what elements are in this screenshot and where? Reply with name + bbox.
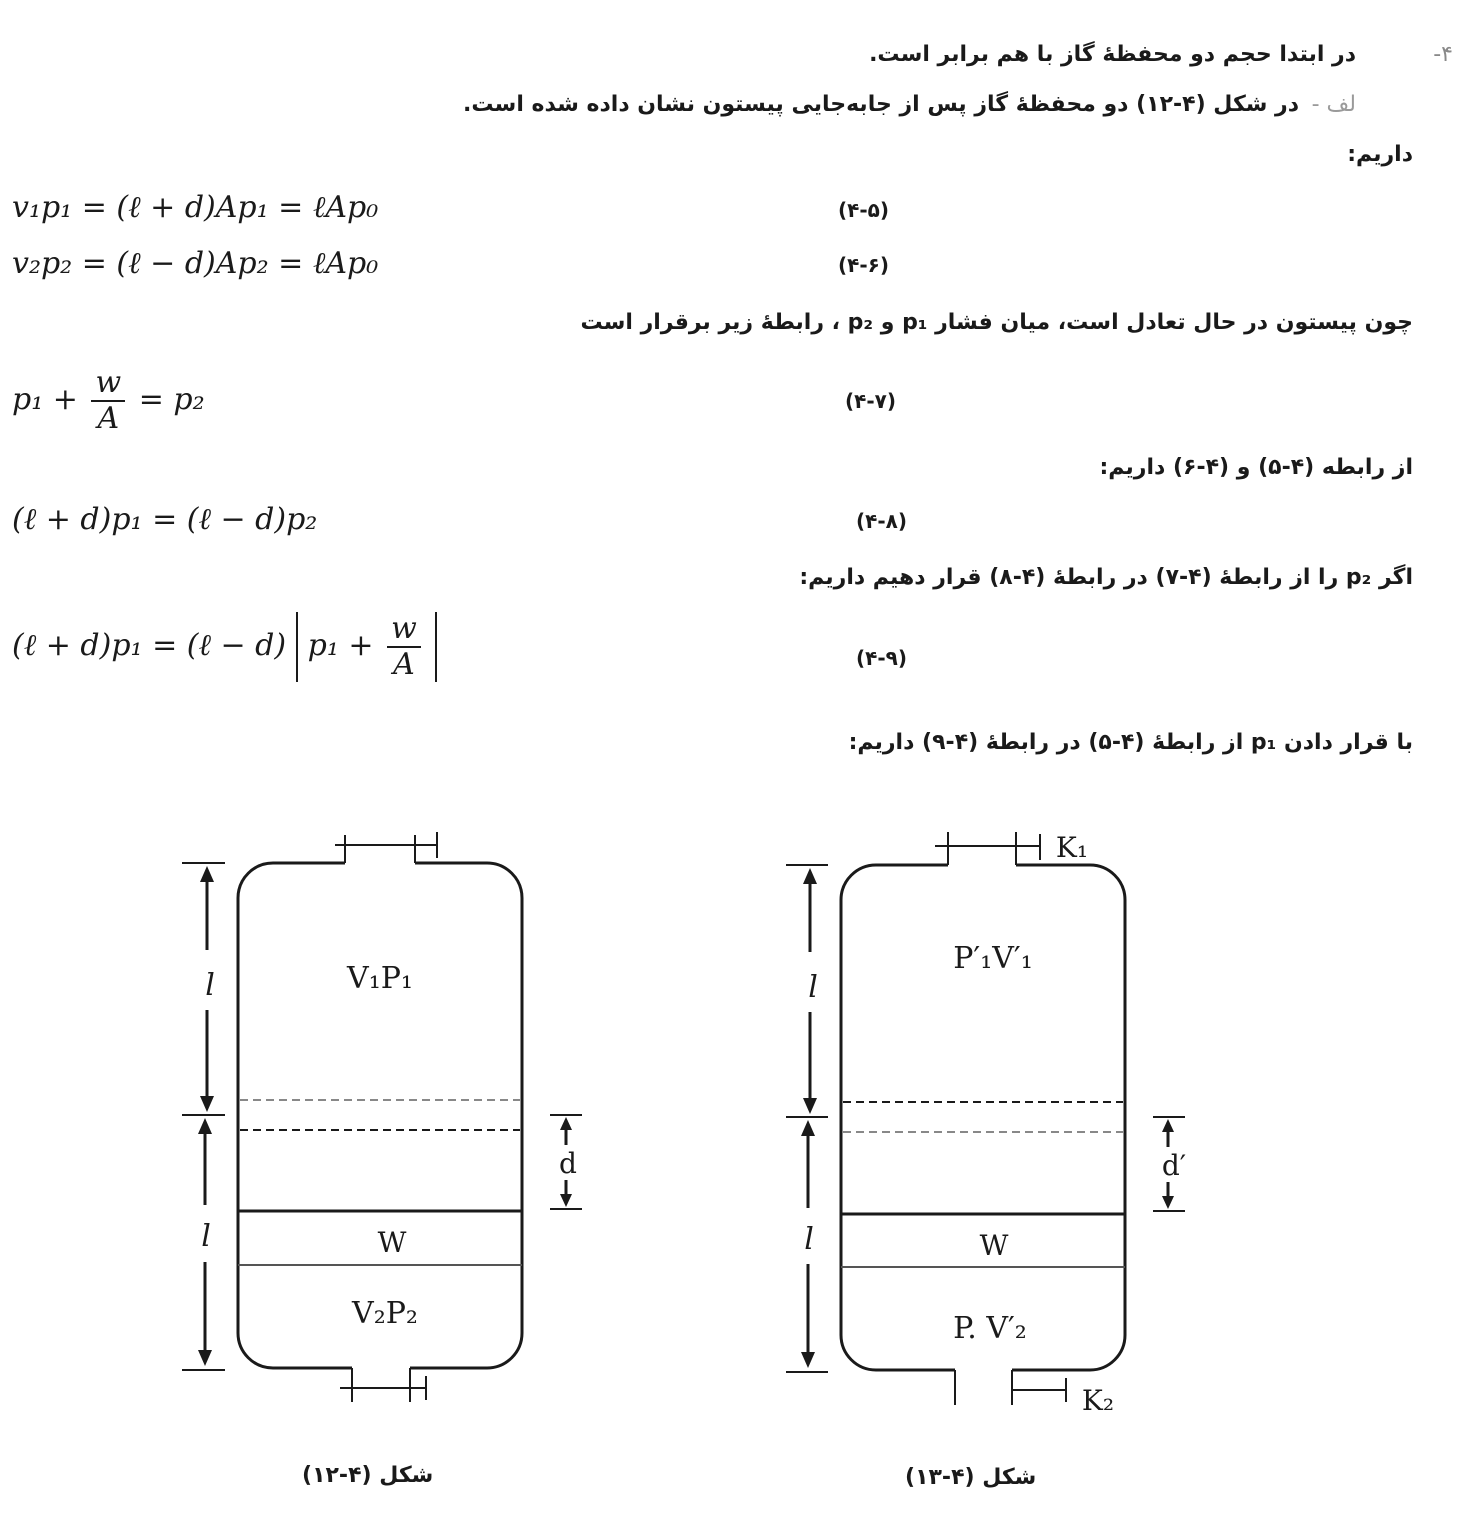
equation-9-fraction xyxy=(387,612,421,682)
container-outline xyxy=(238,863,522,1368)
equation-9-num: w xyxy=(387,612,421,648)
equation-7-den: A xyxy=(97,401,120,436)
equation-7-number: (۴-۷) xyxy=(845,389,896,413)
equation-9-number: (۴-۹) xyxy=(856,646,907,670)
fig12-caption: شکل (۴-۱۲) xyxy=(302,1463,434,1488)
equation-7-right: = p₂ xyxy=(138,382,205,417)
fig13-top-label: P′₁V′₁ xyxy=(953,941,1033,976)
text-after-eq6: چون پیستون در حال تعادل است، میان فشار p₁ و p₂ ، رابطهٔ زیر برقرار است xyxy=(580,310,1413,335)
fig13-caption: شکل (۴-۱۳) xyxy=(905,1465,1037,1490)
text-after-eq9: با قرار دادن p₁ از رابطهٔ (۴-۵) در رابطهٔ (۴-۹) داریم: xyxy=(848,730,1413,755)
equation-5-number: (۴-۵) xyxy=(838,198,889,222)
problem-line-1: در ابتدا حجم دو محفظهٔ گاز با هم برابر است. xyxy=(869,42,1356,67)
fig13-disp-label: d′ xyxy=(1161,1149,1187,1182)
equation-7 xyxy=(12,366,205,436)
equation-7-left: p₁ + xyxy=(12,382,78,417)
fig12-piston-label: W xyxy=(377,1226,407,1259)
equation-7-num: w xyxy=(91,366,125,402)
fig12-length-bottom: l xyxy=(201,1219,211,1254)
problem-line-3: داریم: xyxy=(1347,142,1413,167)
problem-line-2: در شکل (۴-۱۲) دو محفظهٔ گاز پس از جابه‌جایی پیستون نشان داده شده است. xyxy=(463,92,1299,117)
equation-9-left: (ℓ + d)p₁ = (ℓ − d) xyxy=(12,628,287,663)
problem-number: ۴- xyxy=(1433,42,1453,67)
equation-7-fraction xyxy=(91,366,125,436)
fig13-valve-bottom: K₂ xyxy=(1081,1384,1115,1417)
fig12-top-label: V₁P₁ xyxy=(347,961,413,996)
equation-9-inner: p₁ + xyxy=(307,628,374,663)
fig12-bottom-label: V₂P₂ xyxy=(352,1296,418,1331)
fig12-disp-label: d xyxy=(559,1147,577,1180)
text-after-eq7: از رابطه (۴-۵) و (۴-۶) داریم: xyxy=(1099,455,1413,480)
fig13-length-bottom: l xyxy=(804,1222,814,1257)
equation-6: v₂p₂ = (ℓ − d)Ap₂ = ℓAp₀ xyxy=(12,246,379,281)
text-after-eq8: اگر p₂ را از رابطهٔ (۴-۷) در رابطهٔ (۴-۸) قرار دهیم داریم: xyxy=(799,565,1413,590)
fig13-piston-label: W xyxy=(979,1229,1009,1262)
fig13-bottom-label: P. V′₂ xyxy=(953,1311,1027,1346)
equation-8: (ℓ + d)p₁ = (ℓ − d)p₂ xyxy=(12,502,318,537)
equation-5: v₁p₁ = (ℓ + d)Ap₁ = ℓAp₀ xyxy=(12,190,379,225)
equation-9-bracket xyxy=(296,612,437,682)
equation-9 xyxy=(12,612,437,682)
figure-4-12 xyxy=(170,820,610,1420)
part-label: لف - xyxy=(1311,92,1356,117)
fig13-valve-top: K₁ xyxy=(1055,831,1089,864)
figure-4-13 xyxy=(780,820,1187,1420)
fig13-length-top: l xyxy=(808,970,818,1005)
fig12-length-top: l xyxy=(205,968,215,1003)
equation-6-number: (۴-۶) xyxy=(838,253,889,277)
equation-8-number: (۴-۸) xyxy=(856,509,907,533)
equation-9-den: A xyxy=(393,647,415,682)
